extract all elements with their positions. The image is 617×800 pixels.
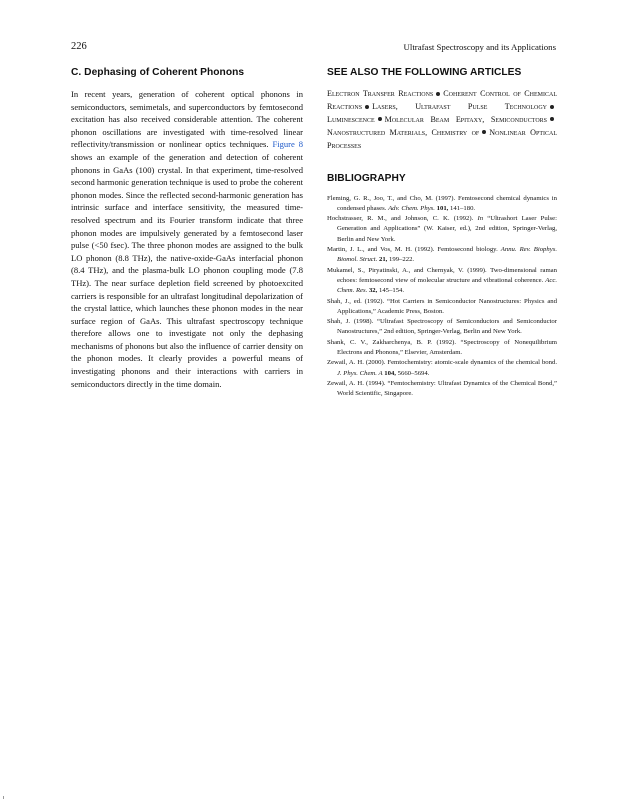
bullet-icon bbox=[365, 105, 369, 109]
ref-text: Mukamel, S., Piryatinski, A., and Chernyak, V. (1999). Two-dimensional raman echoes: femtosecond view of molecular structure and vibrational coherence. bbox=[327, 266, 557, 284]
ref-volume: 32, bbox=[367, 287, 378, 295]
see-also-item[interactable]: Nonlinear Optical Processes bbox=[327, 127, 557, 150]
see-also-list bbox=[327, 88, 557, 153]
see-also-item[interactable]: Electron Transfer Reactions bbox=[327, 89, 434, 98]
ref-pages: 199–222. bbox=[387, 256, 415, 264]
ref-text: Fleming, G. R., Joo, T., and Cho, M. (1997). Femtosecond chemical dynamics in condensed phases. bbox=[327, 194, 557, 212]
ref-text: Shah, J. (1998). “Ultrafast Spectroscopy of Semiconductors and Semiconductor Nanostructures,” 2nd edition, Springer-Verlag, Berlin and New York. bbox=[327, 318, 557, 336]
bullet-icon bbox=[436, 92, 440, 96]
see-also-title: SEE ALSO THE FOLLOWING ARTICLES bbox=[327, 67, 522, 78]
bibliography-list bbox=[327, 194, 557, 400]
ref-journal: Annu. Rev. Biophys. Biomol. Struct. bbox=[337, 246, 557, 264]
bibliography-entry bbox=[327, 266, 557, 297]
ref-text: Shank, C. V., Zakharchenya, B. P. (1992). “Spectroscopy of Nonequilibrium Electrons and Phonons,” Elsevier, Amsterdam. bbox=[327, 338, 557, 356]
bibliography-entry bbox=[327, 214, 557, 245]
bullet-icon bbox=[550, 105, 554, 109]
ref-pages: 145–154. bbox=[377, 287, 405, 295]
see-also-item[interactable]: Luminescence bbox=[327, 114, 375, 124]
ref-text: Martin, J. L., and Vos, M. H. (1992). Femtosecond biology. bbox=[327, 246, 501, 254]
page-number: 226 bbox=[71, 41, 87, 52]
ref-journal: Acc. Chem. Res. bbox=[337, 276, 557, 295]
section-paragraph bbox=[71, 88, 303, 390]
bibliography-entry bbox=[327, 338, 557, 359]
figure-8-link[interactable]: Figure 8 bbox=[272, 139, 303, 150]
ref-journal: In bbox=[477, 215, 484, 223]
see-also-item[interactable]: Lasers, Ultrafast Pulse Technology bbox=[372, 101, 547, 111]
bullet-icon bbox=[482, 130, 486, 134]
bullet-icon bbox=[378, 117, 382, 121]
ref-volume: 104, bbox=[382, 369, 396, 377]
ref-volume: 21, bbox=[377, 256, 388, 264]
bibliography-entry bbox=[327, 194, 557, 215]
left-column bbox=[71, 60, 303, 390]
ref-volume: 101, bbox=[434, 204, 449, 212]
bibliography-entry bbox=[327, 245, 557, 266]
ref-journal: J. Phys. Chem. A bbox=[337, 369, 383, 377]
bullet-icon bbox=[550, 117, 554, 121]
section-title: C. Dephasing of Coherent Phonons bbox=[71, 67, 245, 78]
see-also-item[interactable]: Coherent Control of Chemical Reactions bbox=[327, 89, 557, 111]
bibliography-entry bbox=[327, 358, 557, 379]
ref-journal: Adv. Chem. Phys. bbox=[388, 204, 435, 212]
ref-text: Shah, J., ed. (1992). “Hot Carriers in Semiconductor Nanostructures: Physics and Applications,” Academic Press, Boston. bbox=[327, 297, 557, 315]
ref-pages: 141–180. bbox=[448, 204, 476, 212]
margin-mark bbox=[3, 796, 4, 799]
ref-text: Zewail, A. H. (1994). “Femtochemistry: Ultrafast Dynamics of the Chemical Bond,” World Scientific, Singapore. bbox=[327, 379, 557, 398]
ref-pages: 5660–5694. bbox=[395, 369, 430, 377]
paragraph-text-end: shows an example of the generation and detection of coherent phonons in GaAs (100) crystal. In that experiment, time-resolved second harmonic generation technique is used to probe the coherent phonon modes. Since the reflected second-harmonic generation has intrinsic surface and interface sensitivity, the measured time-resolved spectrum and its Fourier transform indicate that three phonon modes are impulsively generated by a femtosecond laser pulse (<50 fsec). The three phonon modes are assigned to the bulk LO phonon (8.8 THz), the native-oxide-GaAs interfacial phonon (8.4 THz), and the plasma-bulk LO phonon coupling mode (7.8 THz). The near surface depletion field screened by photoexcited carriers is responsible for an ultrafast longitudinal depolarization of the crystal lattice, which launches these phonon modes in the near surface region of GaAs. This ultrafast spectroscopy technique therefore allows one to investigate not only the dephasing mechanisms of phonons but also the influence of carrier density on the phonon modes. It clearly provides a powerful means of investigating phonons and their interactions with carriers in semiconductors directly in the time domain. bbox=[71, 151, 303, 389]
see-also-item[interactable]: Nanostructured Materials, Chemistry of bbox=[327, 127, 480, 137]
bibliography-entry bbox=[327, 317, 557, 338]
ref-pages: “Ultrashort Laser Pulse: Generation and Applications” (W. Kaiser, ed.), 2nd edition, Springer-Verlag, Berlin and New York. bbox=[337, 215, 557, 243]
right-column bbox=[327, 60, 557, 399]
bibliography-title: BIBLIOGRAPHY bbox=[327, 172, 406, 184]
see-also-item[interactable]: Molecular Beam Epitaxy, Semiconductors bbox=[384, 114, 547, 124]
running-title: Ultrafast Spectroscopy and its Applications bbox=[403, 42, 556, 52]
ref-text: Hochstrasser, R. M., and Johnson, C. K. (1992). bbox=[327, 215, 478, 223]
bibliography-entry bbox=[327, 297, 557, 318]
bibliography-entry bbox=[327, 379, 557, 400]
ref-text: Zewail, A. H. (2000). Femtochemistry: atomic-scale dynamics of the chemical bond. bbox=[327, 359, 557, 367]
paragraph-text-start: In recent years, generation of coherent optical phonons in semiconductors, semimetals, and superconductors by femtosecond excitation has also received considerable attention. The coherent phonon oscillations are investigated with time-resolved linear reflectivity/transmission or nonlinear optics techniques. bbox=[71, 89, 303, 150]
